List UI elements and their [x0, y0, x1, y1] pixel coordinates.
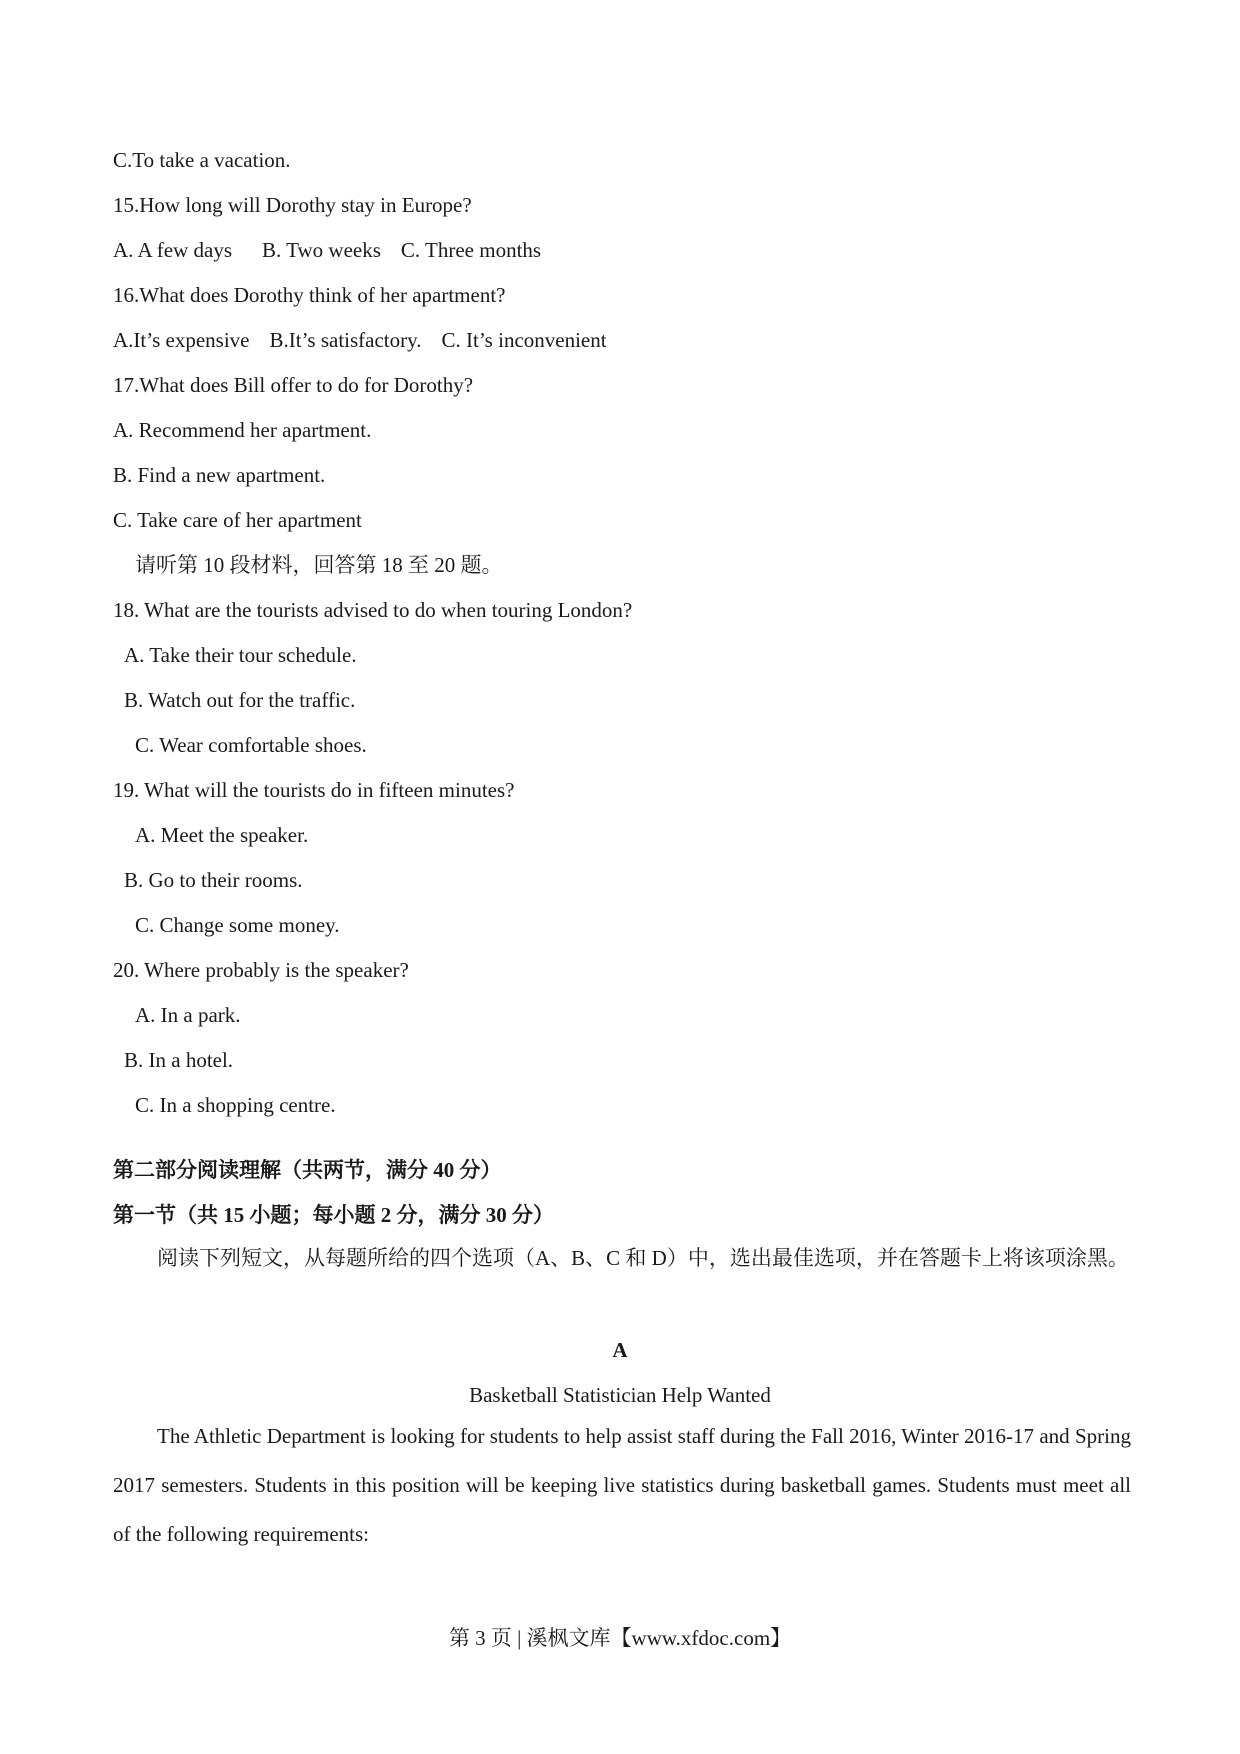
reading-part-heading: 第二部分阅读理解（共两节，满分 40 分） [113, 1158, 502, 1182]
q20-question: 20. Where probably is the speaker? [113, 958, 409, 982]
q20-option-a: A. In a park. [135, 1003, 241, 1027]
q20-option-b: B. In a hotel. [124, 1048, 234, 1072]
q16-options [113, 326, 607, 354]
q17-option-b: B. Find a new apartment. [113, 463, 326, 487]
q16-question: 16.What does Dorothy think of her apartment? [113, 283, 506, 307]
q17-question: 17.What does Bill offer to do for Dorothy? [113, 373, 474, 397]
q18-option-a: A. Take their tour schedule. [124, 643, 357, 667]
q17-option-a: A. Recommend her apartment. [113, 418, 372, 442]
q18-question: 18. What are the tourists advised to do when touring London? [113, 598, 633, 622]
q19-option-a: A. Meet the speaker. [135, 823, 309, 847]
q15-option-b: B. Two weeks [262, 238, 381, 262]
q15-option-a: A. A few days [113, 238, 232, 262]
q14-option-c: C.To take a vacation. [113, 148, 291, 172]
q19-question: 19. What will the tourists do in fifteen minutes? [113, 778, 515, 802]
passage-label: A [612, 1338, 628, 1362]
q19-option-b: B. Go to their rooms. [124, 868, 303, 892]
q18-option-c: C. Wear comfortable shoes. [135, 733, 367, 757]
q16-option-b: B.It’s satisfactory. [269, 328, 422, 352]
passage-title: Basketball Statistician Help Wanted [469, 1383, 771, 1407]
q15-question: 15.How long will Dorothy stay in Europe? [113, 193, 472, 217]
instruction-passage-10: 请听第 10 段材料，回答第 18 至 20 题。 [135, 553, 503, 577]
q16-option-c: C. It’s inconvenient [441, 328, 607, 352]
reading-section-heading: 第一节（共 15 小题；每小题 2 分，满分 30 分） [113, 1203, 554, 1227]
passage-body: The Athletic Department is looking for students to help assist staff during the Fall 2016, Winter 2016-17 and Spring 2017 semesters. Students in this position will be keeping live statistics during basketball games. Students must meet all of the following requirements: [113, 1424, 1131, 1546]
q19-option-c: C. Change some money. [135, 913, 340, 937]
q15-options [113, 236, 541, 264]
q16-option-a: A.It’s expensive [113, 328, 250, 352]
reading-instructions: 阅读下列短文，从每题所给的四个选项（A、B、C 和 D）中，选出最佳选项，并在答题卡上将该项涂黑。 [157, 1246, 1129, 1270]
q17-option-c: C. Take care of her apartment [113, 508, 362, 532]
q20-option-c: C. In a shopping centre. [135, 1093, 336, 1117]
q18-option-b: B. Watch out for the traffic. [124, 688, 356, 712]
page-footer: 第 3 页 | 溪枫文库【www.xfdoc.com】 [448, 1626, 792, 1650]
q15-option-c: C. Three months [400, 238, 542, 262]
